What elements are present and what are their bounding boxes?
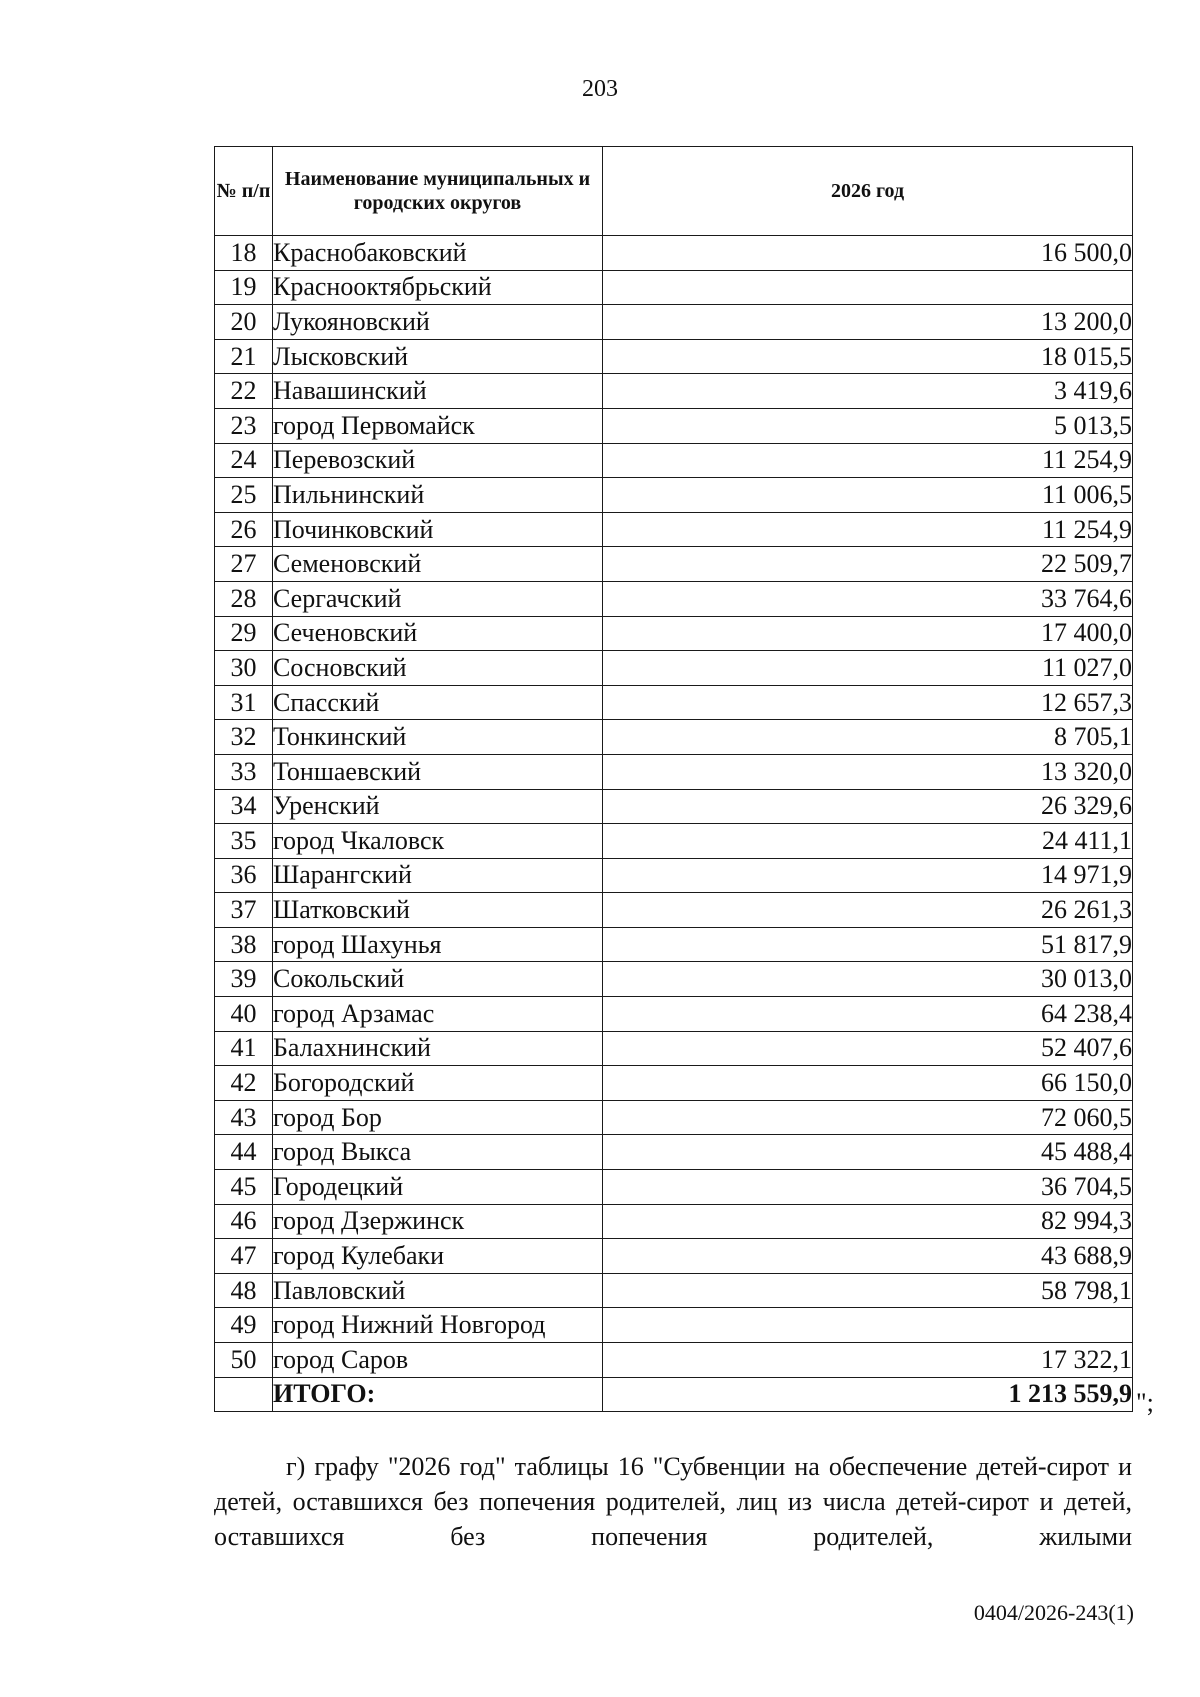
table-row [215,720,1133,755]
row-name: Павловский [273,1273,603,1308]
subsidy-table [214,146,1133,1412]
row-name: город Выкса [273,1135,603,1170]
table-row [215,581,1133,616]
row-name: Лысковский [273,339,603,374]
table-row [215,997,1133,1032]
row-name: Городецкий [273,1170,603,1205]
row-value: 26 261,3 [603,893,1133,928]
row-number: 50 [215,1343,273,1378]
row-number: 23 [215,408,273,443]
table-row [215,1343,1133,1378]
row-value: 17 400,0 [603,616,1133,651]
row-name: город Дзержинск [273,1204,603,1239]
row-name: город Первомайск [273,408,603,443]
header-name: Наименование муниципальных и городских округов [273,147,603,236]
row-name: город Саров [273,1343,603,1378]
table-row [215,789,1133,824]
document-code: 0404/2026-243(1) [973,1600,1134,1625]
row-value: 3 419,6 [603,374,1133,409]
row-number: 33 [215,754,273,789]
row-value: 26 329,6 [603,789,1133,824]
row-number: 26 [215,512,273,547]
row-value: 82 994,3 [603,1204,1133,1239]
table-row [215,1066,1133,1101]
table-row [215,1170,1133,1205]
row-number: 43 [215,1100,273,1135]
row-value: 16 500,0 [603,236,1133,271]
row-number: 27 [215,547,273,582]
row-name: Пильнинский [273,478,603,513]
row-number: 47 [215,1239,273,1274]
row-value: 11 254,9 [603,512,1133,547]
row-name: Шатковский [273,893,603,928]
row-number: 38 [215,927,273,962]
row-name: город Нижний Новгород [273,1308,603,1343]
table-row [215,408,1133,443]
row-value: 5 013,5 [603,408,1133,443]
row-number: 35 [215,824,273,859]
row-value: 33 764,6 [603,581,1133,616]
row-value: 72 060,5 [603,1100,1133,1135]
table-row [215,824,1133,859]
table-row [215,478,1133,513]
row-value [603,270,1133,305]
row-value: 12 657,3 [603,685,1133,720]
row-value: 36 704,5 [603,1170,1133,1205]
row-number: 19 [215,270,273,305]
row-value [603,1308,1133,1343]
row-name: Уренский [273,789,603,824]
row-number: 46 [215,1204,273,1239]
row-name: Семеновский [273,547,603,582]
row-name: Навашинский [273,374,603,409]
row-name: Перевозский [273,443,603,478]
row-value: 11 006,5 [603,478,1133,513]
row-value: 51 817,9 [603,927,1133,962]
row-number: 28 [215,581,273,616]
table-row [215,1239,1133,1274]
header-year: 2026 год [603,147,1133,236]
header-number: № п/п [215,147,273,236]
row-value: 11 027,0 [603,651,1133,686]
row-number: 42 [215,1066,273,1101]
row-number: 45 [215,1170,273,1205]
row-name: город Кулебаки [273,1239,603,1274]
row-value: 45 488,4 [603,1135,1133,1170]
row-number: 18 [215,236,273,271]
row-number: 44 [215,1135,273,1170]
table-row [215,616,1133,651]
row-number: 29 [215,616,273,651]
row-value: 18 015,5 [603,339,1133,374]
row-value: 14 971,9 [603,858,1133,893]
row-name: Краснобаковский [273,236,603,271]
row-value: 13 320,0 [603,754,1133,789]
table-row [215,1100,1133,1135]
table-row [215,236,1133,271]
row-name: Сергачский [273,581,603,616]
row-number: 37 [215,893,273,928]
total-number-cell [215,1377,273,1412]
row-number: 22 [215,374,273,409]
table-row [215,1204,1133,1239]
table-body [215,236,1133,1412]
row-value: 64 238,4 [603,997,1133,1032]
row-number: 39 [215,962,273,997]
row-number: 25 [215,478,273,513]
row-value: 17 322,1 [603,1343,1133,1378]
table-row [215,1135,1133,1170]
row-name: Сосновский [273,651,603,686]
table-row [215,305,1133,340]
row-name: Балахнинский [273,1031,603,1066]
table-row [215,651,1133,686]
row-name: Спасский [273,685,603,720]
table-row [215,339,1133,374]
row-value: 52 407,6 [603,1031,1133,1066]
row-number: 20 [215,305,273,340]
row-name: Сокольский [273,962,603,997]
row-name: город Арзамас [273,997,603,1032]
table-row [215,1031,1133,1066]
closing-quote: "; [1136,1388,1154,1417]
row-name: Богородский [273,1066,603,1101]
total-value: 1 213 559,9 [603,1377,1133,1412]
row-number: 21 [215,339,273,374]
row-name: Тоншаевский [273,754,603,789]
table-row [215,270,1133,305]
table-row [215,512,1133,547]
table-row [215,962,1133,997]
table-row [215,1308,1133,1343]
total-row [215,1377,1133,1412]
row-number: 32 [215,720,273,755]
row-value: 24 411,1 [603,824,1133,859]
row-number: 48 [215,1273,273,1308]
row-name: Краснооктябрьский [273,270,603,305]
table-row [215,685,1133,720]
table-row [215,893,1133,928]
row-name: Починковский [273,512,603,547]
table-row [215,1273,1133,1308]
body-paragraph: г) графу "2026 год" таблицы 16 "Субвенции на обеспечение детей-сирот и детей, оставшихся без попечения родителей, лиц из числа детей-сирот и детей, оставшихся без попечения родителей, жилыми [214,1452,1132,1551]
row-value: 8 705,1 [603,720,1133,755]
row-name: Шарангский [273,858,603,893]
row-number: 34 [215,789,273,824]
row-number: 41 [215,1031,273,1066]
row-value: 11 254,9 [603,443,1133,478]
table-row [215,754,1133,789]
row-name: Тонкинский [273,720,603,755]
table-header-row [215,147,1133,236]
row-value: 43 688,9 [603,1239,1133,1274]
table-row [215,858,1133,893]
table-row [215,443,1133,478]
row-name: город Шахунья [273,927,603,962]
row-number: 24 [215,443,273,478]
row-value: 66 150,0 [603,1066,1133,1101]
row-number: 36 [215,858,273,893]
total-label: ИТОГО: [273,1377,603,1412]
row-number: 49 [215,1308,273,1343]
row-number: 40 [215,997,273,1032]
row-number: 30 [215,651,273,686]
row-name: город Чкаловск [273,824,603,859]
row-name: Сеченовский [273,616,603,651]
row-value: 30 013,0 [603,962,1133,997]
table-row [215,374,1133,409]
row-name: Лукояновский [273,305,603,340]
row-value: 58 798,1 [603,1273,1133,1308]
row-value: 13 200,0 [603,305,1133,340]
row-value: 22 509,7 [603,547,1133,582]
page-number: 203 [582,76,618,102]
table-row [215,547,1133,582]
table-row [215,927,1133,962]
row-number: 31 [215,685,273,720]
row-name: город Бор [273,1100,603,1135]
